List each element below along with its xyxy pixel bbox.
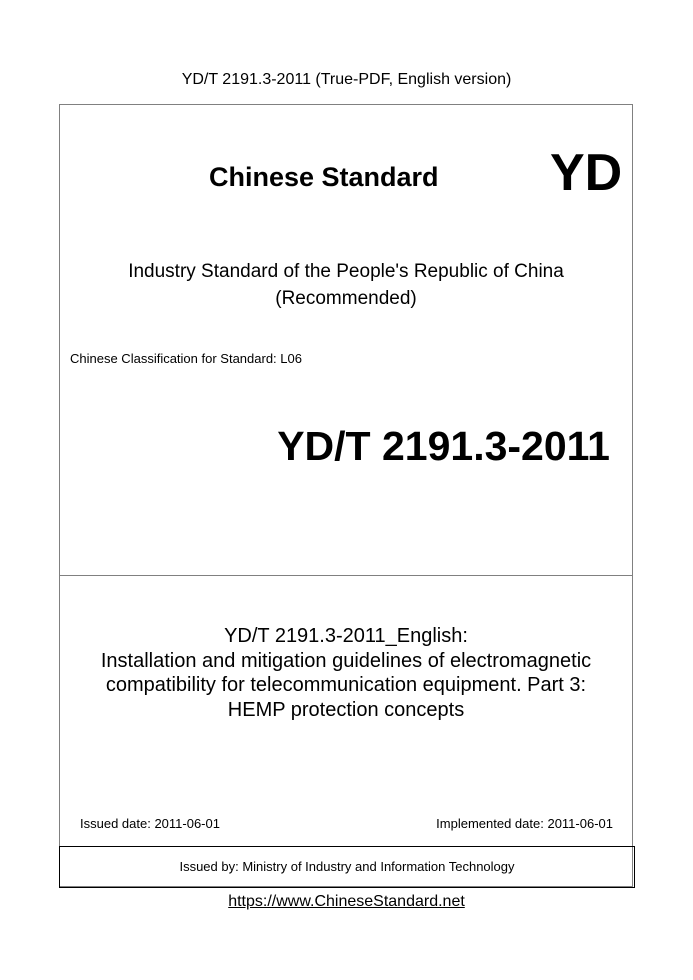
standard-code: YD <box>550 144 623 202</box>
industry-standard-line: Industry Standard of the People's Republic of China <box>128 261 564 282</box>
english-title-line: HEMP protection concepts <box>227 698 465 721</box>
english-title-line: compatibility for telecommunication equipment. Part 3: <box>105 674 587 696</box>
english-title-block <box>60 624 632 722</box>
cover-lower-section <box>60 576 632 846</box>
recommended-line: (Recommended) <box>275 288 417 309</box>
page-header: YD/T 2191.3-2011 (True-PDF, English version) <box>181 71 512 88</box>
cover-frame <box>59 104 633 887</box>
standard-title: Chinese Standard <box>209 162 439 192</box>
website-link[interactable]: https://www.ChineseStandard.net <box>228 893 465 910</box>
classification-text: Chinese Classification for Standard: L06 <box>70 351 302 366</box>
cover-upper-section <box>60 105 632 576</box>
english-title-line: YD/T 2191.3-2011_English: <box>224 625 468 647</box>
issuer-box: Issued by: Ministry of Industry and Information Technology <box>59 846 635 888</box>
issued-date: Issued date: 2011-06-01 <box>80 816 220 831</box>
implemented-date: Implemented date: 2011-06-01 <box>436 816 613 831</box>
document-number: YD/T 2191.3-2011 <box>277 423 610 469</box>
english-title-line: Installation and mitigation guidelines of electromagnetic <box>100 649 592 672</box>
